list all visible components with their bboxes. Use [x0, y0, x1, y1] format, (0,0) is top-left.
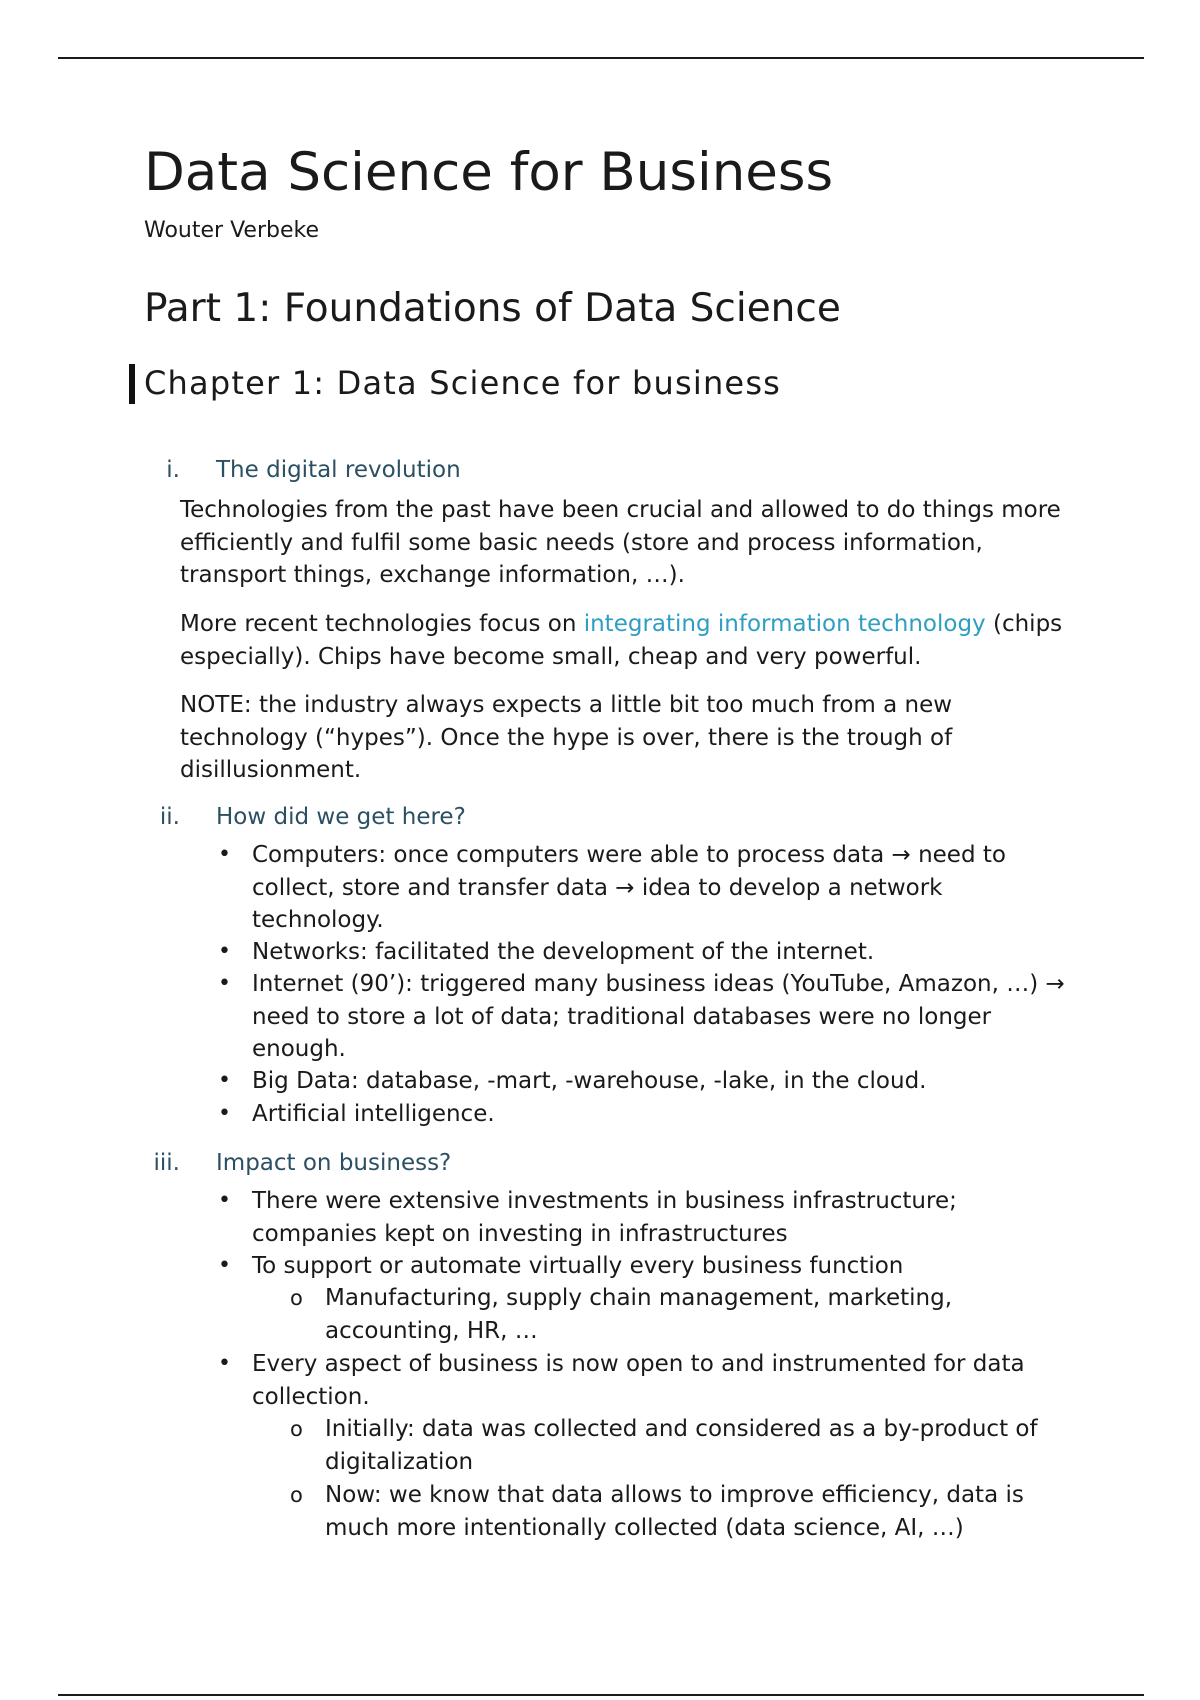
list-item-text: Internet (90’): triggered many business ideas (YouTube, Amazon, …) → need to store a lot of data; traditional databases were no longer enough.: [252, 971, 1065, 1062]
section-heading-impact-on-business: [0, 1148, 1100, 1178]
list-item-text: Artificial intelligence.: [252, 1101, 495, 1127]
list-item-text: There were extensive investments in business infrastructure; companies kept on investing in infrastructures: [252, 1188, 957, 1247]
bullet-icon: •: [218, 1253, 231, 1278]
section-number: iii.: [153, 1150, 180, 1176]
chapter-marker-bar: [129, 364, 135, 404]
sub-list-item-text: Initially: data was collected and considered as a by-product of digitalization: [325, 1416, 1038, 1475]
list-item: [218, 1098, 1072, 1131]
list-item-text: To support or automate virtually every business function: [252, 1253, 904, 1279]
sub-list-item: [290, 1282, 1075, 1347]
paragraph-past-technologies: Technologies from the past have been crucial and allowed to do things more efficiently and fulfil some basic needs (store and process information, transport things, exchange information, …).: [180, 497, 1061, 588]
bullet-icon: •: [218, 1068, 231, 1093]
bottom-rule: [58, 1694, 1144, 1696]
part-heading: Part 1: Foundations of Data Science: [144, 286, 841, 331]
paragraph-text: (chips especially). Chips have become small, cheap and very powerful.: [180, 611, 1063, 670]
sub-list-item-text: Now: we know that data allows to improve efficiency, data is much more intentionally collected (data science, AI, …): [325, 1482, 1024, 1541]
list-item-text: Big Data: database, -mart, -warehouse, -lake, in the cloud.: [252, 1068, 927, 1094]
bullet-icon: •: [218, 939, 231, 964]
sub-list-item: [290, 1479, 1075, 1544]
section-title: The digital revolution: [216, 457, 461, 483]
circle-bullet-icon: o: [290, 1417, 303, 1441]
list-item-text: Every aspect of business is now open to and instrumented for data collection.: [252, 1351, 1025, 1410]
list-item-text: Networks: facilitated the development of the internet.: [252, 939, 875, 965]
list-item: [218, 1185, 1072, 1250]
bullet-icon: •: [218, 842, 231, 867]
section-heading-how-did-we-get-here: [0, 802, 1100, 832]
integrating-it-link[interactable]: integrating information technology: [583, 611, 986, 637]
section-title: How did we get here?: [216, 804, 466, 830]
list-item-text: Computers: once computers were able to process data → need to collect, store and transfer data → idea to develop a network technology.: [252, 842, 1006, 933]
circle-bullet-icon: o: [290, 1286, 303, 1310]
section-number: i.: [166, 457, 180, 483]
list-item: [218, 1250, 1072, 1283]
document-author: Wouter Verbeke: [144, 218, 319, 243]
paragraph-recent-technologies: [180, 608, 1080, 673]
list-item: [218, 936, 1072, 969]
bullet-icon: •: [218, 971, 231, 996]
paragraph-note-hypes: NOTE: the industry always expects a little bit too much from a new technology (“hypes”). Once the hype is over, there is the trough of disillusionment.: [180, 692, 953, 783]
top-rule: [58, 57, 1144, 59]
bullet-icon: •: [218, 1101, 231, 1126]
chapter-heading: Chapter 1: Data Science for business: [144, 364, 782, 402]
sub-list-item-text: Manufacturing, supply chain management, marketing, accounting, HR, …: [325, 1285, 953, 1344]
section-title: Impact on business?: [216, 1150, 452, 1176]
document-title: Data Science for Business: [144, 142, 834, 203]
list-item: [218, 968, 1072, 1066]
section-number: ii.: [159, 804, 180, 830]
list-item: [218, 1065, 1072, 1098]
bullet-icon: •: [218, 1351, 231, 1376]
list-item: [218, 839, 1072, 937]
sub-list-item: [290, 1413, 1075, 1478]
list-item: [218, 1348, 1072, 1413]
circle-bullet-icon: o: [290, 1483, 303, 1507]
bullet-icon: •: [218, 1188, 231, 1213]
paragraph-text: More recent technologies focus on: [180, 611, 584, 637]
section-heading-digital-revolution: [0, 455, 1100, 485]
